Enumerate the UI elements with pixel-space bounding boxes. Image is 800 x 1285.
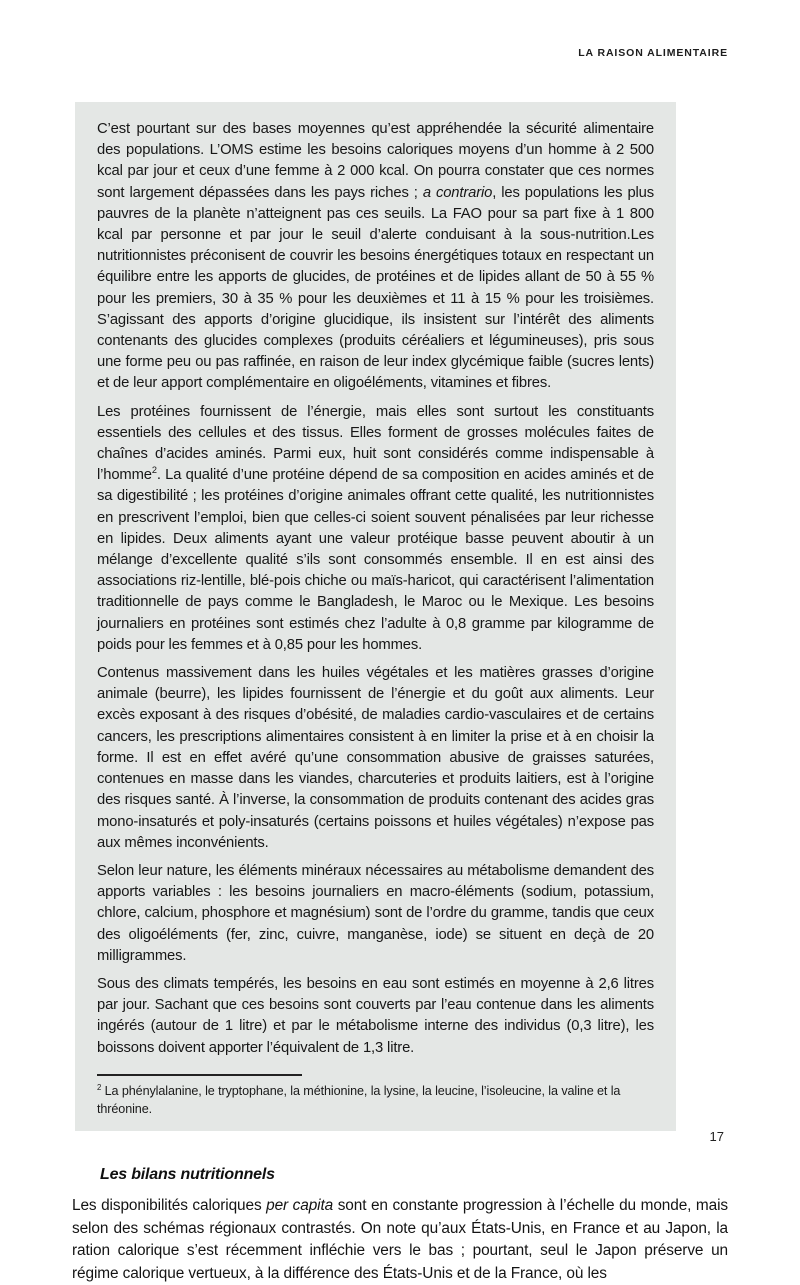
- box-paragraph: C’est pourtant sur des bases moyennes qu’est appréhendée la sécurité alimentaire des populations. L’OMS estime les besoins caloriques moyens d’un homme à 2 500 kcal par jour et ceux d’une femme à 2 000 kcal. On pourra constater que ces normes sont largement dépassées dans les pays riches ; a contrario, les populations les plus pauvres de la planète n’atteignent pas ces seuils. La FAO pour sa part fixe à 1 800 kcal par personne et par jour le seuil d’alerte conduisant à la sous-nutrition.Les nutritionnistes préconisent de couvrir les besoins énergétiques totaux en respectant un équilibre entre les apports de glucides, de protéines et de lipides allant de 50 à 55 % pour les premiers, 30 à 35 % pour les deuxièmes et 11 à 15 % pour les troisièmes. S’agissant des apports d’origine glucidique, ils insistent sur l’intérêt des aliments contenants des glucides complexes (produits céréaliers et légumineuses), pris sous une forme peu ou pas raffinée, en raison de leur index glycémique faible (sucres lents) et de leur apport complémentaire en oligoéléments, vitamines et fibres.: [97, 121, 654, 392]
- running-head: LA RAISON ALIMENTAIRE: [578, 47, 728, 59]
- page-number: 17: [709, 1129, 724, 1144]
- section-heading: Les bilans nutritionnels: [100, 1166, 275, 1184]
- footnote-divider: [97, 1074, 302, 1076]
- body-paragraph: Les disponibilités caloriques per capita sont en constante progression à l’échelle du monde, mais selon des schémas régionaux contrastés. On note qu’aux États-Unis, en France et au Japon, la ration calorique s’est récemment infléchie vers le bas ; pourtant, seul le Japon préserve un régime calorique vertueux, à la différence des États-Unis et de la France, où les: [72, 1197, 728, 1282]
- box-paragraph: Sous des climats tempérés, les besoins en eau sont estimés en moyenne à 2,6 litres par jour. Sachant que ces besoins sont couverts par l’eau contenue dans les aliments ingérés (autour de 1 litre) et par le métabolisme interne des individus (0,3 litre), les boissons doivent apporter l’équivalent de 1,3 litre.: [97, 975, 654, 1056]
- box-paragraph: Contenus massivement dans les huiles végétales et les matières grasses d’origine animale (beurre), les lipides fournissent de l’énergie et du goût aux aliments. Leur excès exposant à des risques d’obésité, de maladies cardio-vasculaires et de certains cancers, les prescriptions alimentaires consistent à en limiter la prise et à en choisir la forme. Il est en effet avéré qu’une consommation abusive de graisses saturées, contenues en masse dans les viandes, charcuteries et produits laitiers, est à l’origine des risques santé. À l’inverse, la consommation de produits contenant des acides gras mono-insaturés et poly-insaturés (certains poissons et huiles végétales) n’expose pas aux mêmes inconvénients.: [97, 665, 654, 851]
- gray-callout-box: [75, 102, 676, 1131]
- footnote: $^2$ La phénylalanine, le tryptophane, la méthionine, la lysine, la leucine, l’isoleucine, la valine et la thréonine.: [97, 1082, 621, 1117]
- box-paragraph: Selon leur nature, les éléments minéraux nécessaires au métabolisme demandent des apports variables : les besoins journaliers en macro-éléments (sodium, potassium, chlore, calcium, phosphore et magnésium) sont de l’ordre du gramme, tandis que ceux des oligoéléments (fer, zinc, cuivre, manganèse, iode) se situent en deçà de 20 milligrammes.: [97, 862, 654, 964]
- box-paragraph: Les protéines fournissent de l’énergie, mais elles sont surtout les constituants essentiels des cellules et des tissus. Elles forment de grosses molécules faites de chaînes d’acides aminés. Parmi eux, huit sont considérés comme indispensable à l’homme$^2$. La qualité d’une protéine dépend de sa composition en acides aminés et de sa digestibilité ; les protéines d’origine animales offrant cette qualité, les nutritionnistes en prescrivent l’emploi, bien que celles-ci soient souvent pénalisées par leur richesse en lipides. Deux aliments ayant une valeur protéique basse peuvent aboutir à un mélange d’excellente qualité s’ils sont consommés ensemble. Il en est ainsi des associations riz-lentille, blé-pois chiche ou maïs-haricot, qui caractérisent l’alimentation traditionnelle de pays comme le Bangladesh, le Maroc ou le Mexique. Les besoins journaliers en protéines sont estimés chez l’adulte à 0,8 gramme par kilogramme de poids pour les femmes et à 0,85 pour les hommes.: [97, 403, 654, 653]
